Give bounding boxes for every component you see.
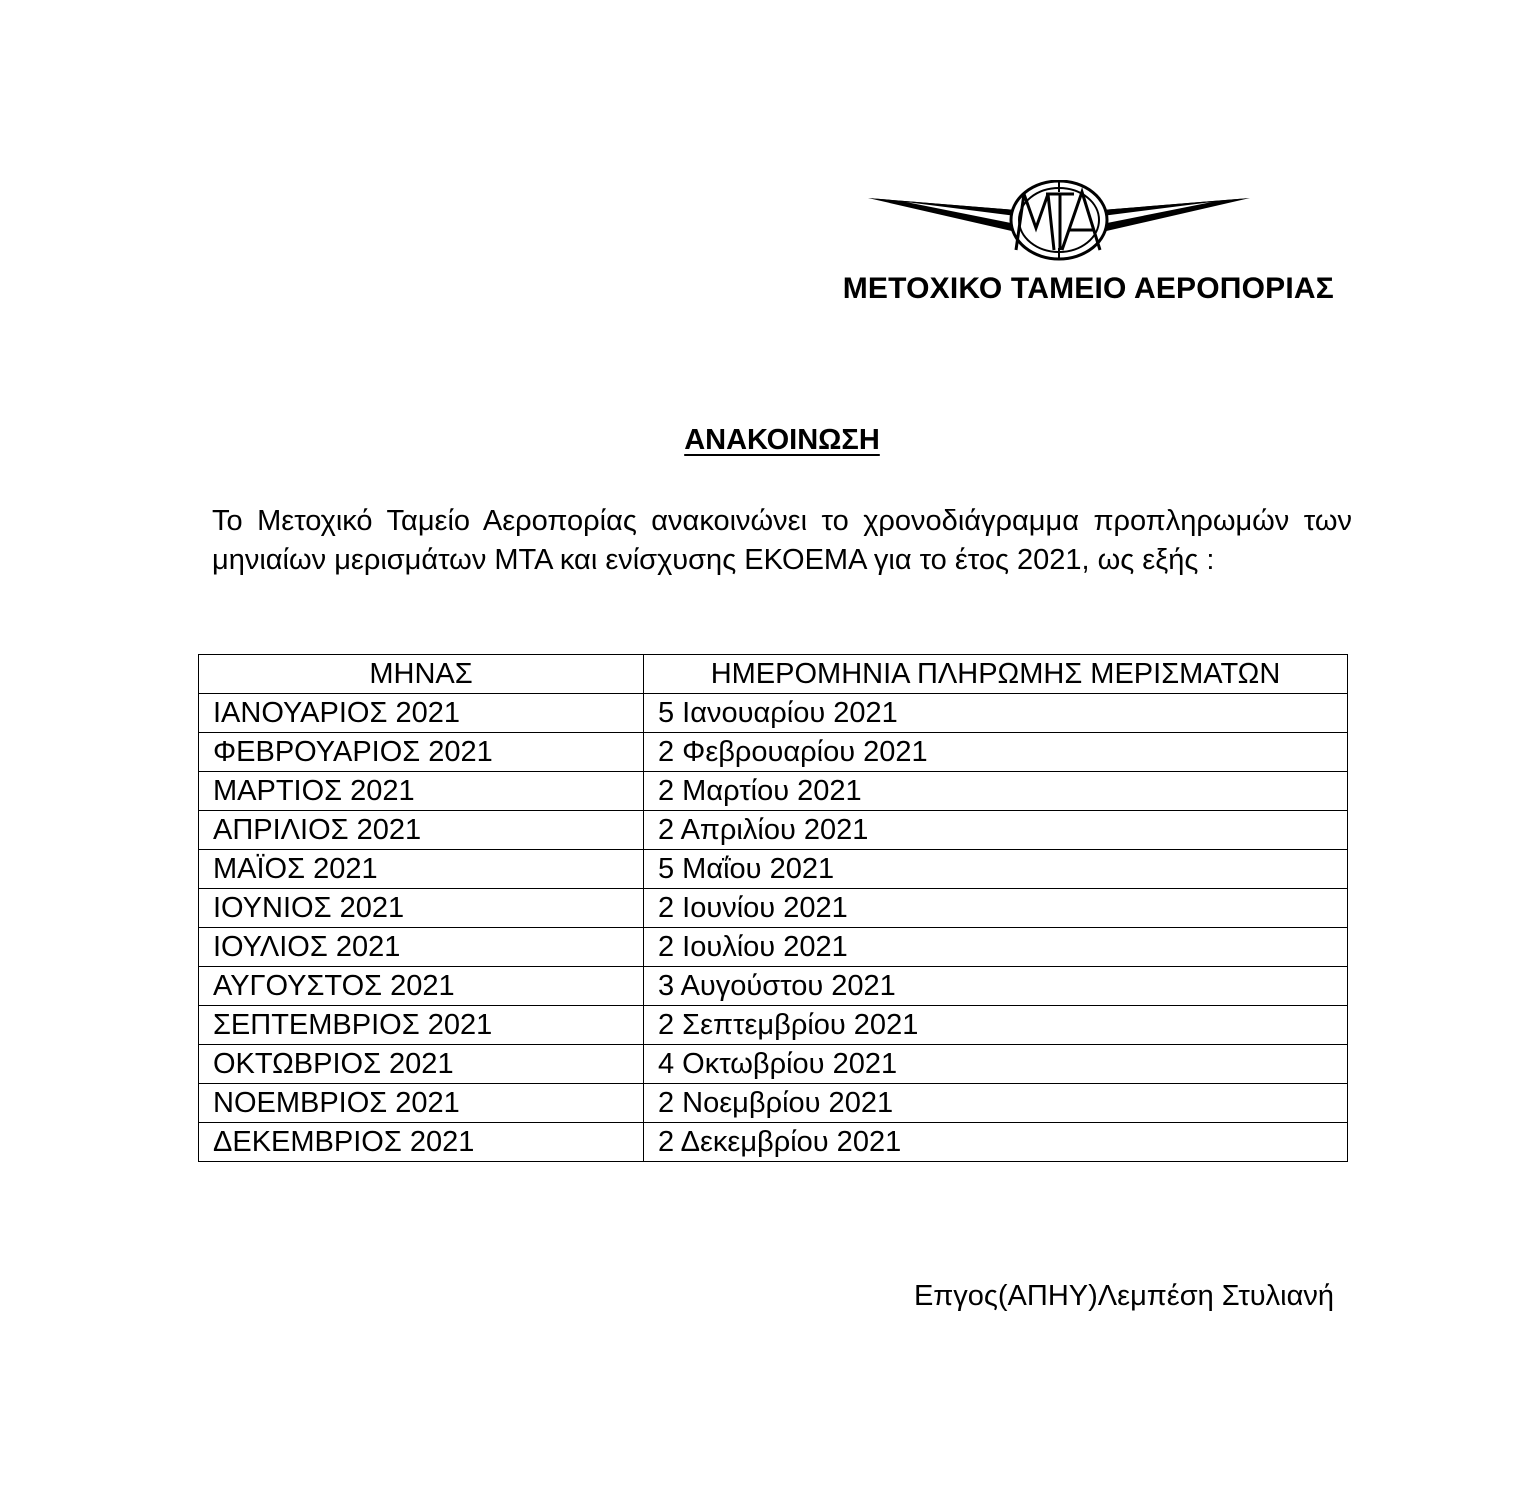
- month-cell: ΙΟΥΝΙΟΣ 2021: [199, 889, 644, 928]
- month-cell: ΝΟΕΜΒΡΙΟΣ 2021: [199, 1084, 644, 1123]
- payment-date-cell: 2 Απριλίου 2021: [644, 811, 1348, 850]
- payment-date-cell: 3 Αυγούστου 2021: [644, 967, 1348, 1006]
- month-cell: ΜΑΪΟΣ 2021: [199, 850, 644, 889]
- month-cell: ΦΕΒΡΟΥΑΡΙΟΣ 2021: [199, 733, 644, 772]
- table-row: [199, 733, 1348, 772]
- table-row: [199, 889, 1348, 928]
- payment-date-cell: 2 Ιουλίου 2021: [644, 928, 1348, 967]
- month-cell: ΙΑΝΟΥΑΡΙΟΣ 2021: [199, 694, 644, 733]
- organization-name: ΜΕΤΟΧΙΚΟ ΤΑΜΕΙΟ ΑΕΡΟΠΟΡΙΑΣ: [842, 272, 1334, 305]
- mta-winged-emblem-icon: [866, 180, 1252, 262]
- table-row: [199, 1123, 1348, 1162]
- month-cell: ΑΥΓΟΥΣΤΟΣ 2021: [199, 967, 644, 1006]
- table-row: [199, 811, 1348, 850]
- table-row: [199, 694, 1348, 733]
- payment-date-cell: 2 Νοεμβρίου 2021: [644, 1084, 1348, 1123]
- payment-date-cell: 2 Σεπτεμβρίου 2021: [644, 1006, 1348, 1045]
- payment-date-cell: 2 Φεβρουαρίου 2021: [644, 733, 1348, 772]
- payment-date-cell: 2 Μαρτίου 2021: [644, 772, 1348, 811]
- month-cell: ΣΕΠΤΕΜΒΡΙΟΣ 2021: [199, 1006, 644, 1045]
- month-cell: ΟΚΤΩΒΡΙΟΣ 2021: [199, 1045, 644, 1084]
- month-cell: ΙΟΥΛΙΟΣ 2021: [199, 928, 644, 967]
- payment-date-cell: 2 Δεκεμβρίου 2021: [644, 1123, 1348, 1162]
- payment-date-cell: 5 Μαΐου 2021: [644, 850, 1348, 889]
- announcement-title: ΑΝΑΚΟΙΝΩΣΗ: [684, 424, 880, 456]
- column-header-payment-date: ΗΜΕΡΟΜΗΝΙΑ ΠΛΗΡΩΜΗΣ ΜΕΡΙΣΜΑΤΩΝ: [644, 655, 1348, 694]
- table-header-row: [199, 655, 1348, 694]
- month-cell: ΜΑΡΤΙΟΣ 2021: [199, 772, 644, 811]
- payment-schedule-table: [198, 654, 1348, 1162]
- table-row: [199, 1084, 1348, 1123]
- table-row: [199, 1006, 1348, 1045]
- table-row: [199, 928, 1348, 967]
- month-cell: ΔΕΚΕΜΒΡΙΟΣ 2021: [199, 1123, 644, 1162]
- table-row: [199, 967, 1348, 1006]
- table-row: [199, 1045, 1348, 1084]
- payment-date-cell: 4 Οκτωβρίου 2021: [644, 1045, 1348, 1084]
- column-header-month: ΜΗΝΑΣ: [199, 655, 644, 694]
- month-cell: ΑΠΡΙΛΙΟΣ 2021: [199, 811, 644, 850]
- payment-date-cell: 2 Ιουνίου 2021: [644, 889, 1348, 928]
- table-row: [199, 772, 1348, 811]
- table-row: [199, 850, 1348, 889]
- payment-date-cell: 5 Ιανουαρίου 2021: [644, 694, 1348, 733]
- announcement-intro: Το Μετοχικό Ταμείο Αεροπορίας ανακοινώνει το χρονοδιάγραμμα προπληρωμών των μηνιαίων μερισμάτων ΜΤΑ και ενίσχυσης ΕΚΟΕΜΑ για το έτος 2021, ως εξής :: [212, 505, 1352, 576]
- signature-line: Επγος(ΑΠΗΥ)Λεμπέση Στυλιανή: [913, 1280, 1334, 1312]
